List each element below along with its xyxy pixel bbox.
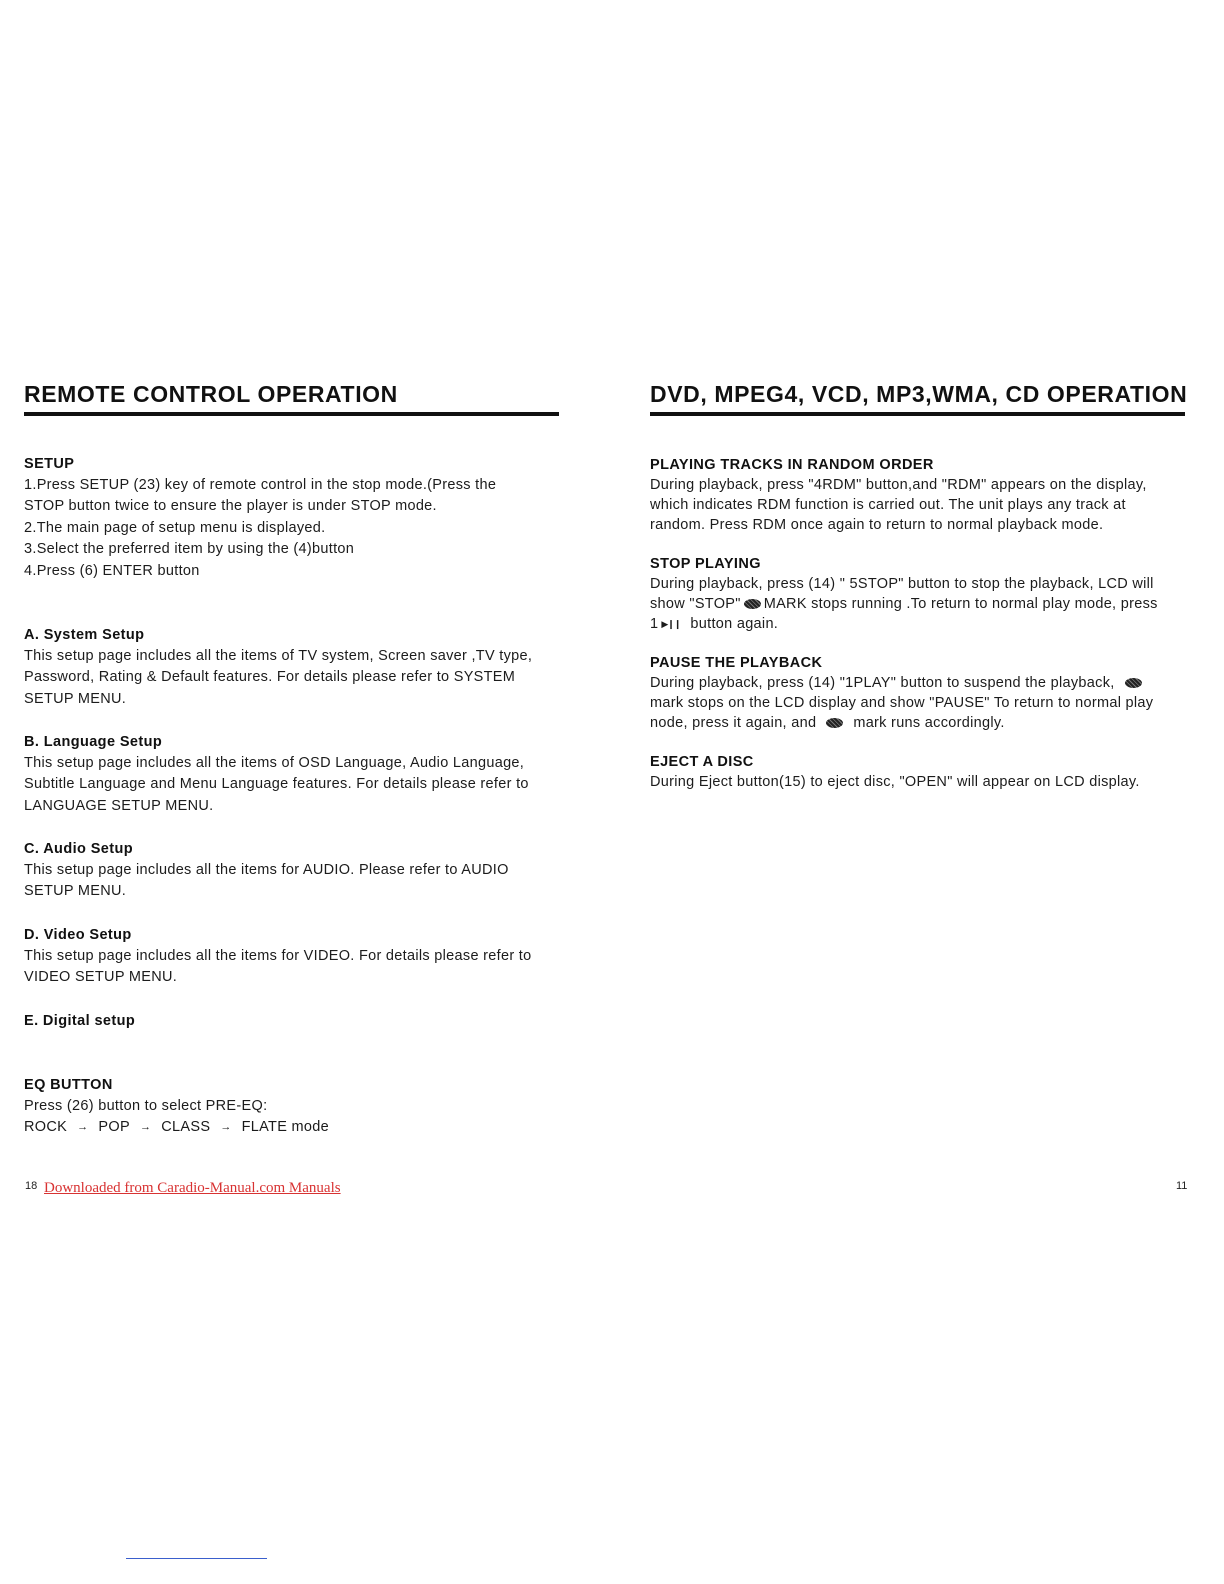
setup-step-1: 1.Press SETUP (23) key of remote control in the stop mode.(Press the xyxy=(24,477,497,493)
eq-mode-sequence xyxy=(24,1117,569,1139)
page-number-right: 11 xyxy=(1176,1180,1188,1192)
eq-mode-rock: ROCK xyxy=(24,1119,68,1136)
stop-playing-line-2 xyxy=(650,595,1195,615)
digital-setup-heading: E. Digital setup xyxy=(24,1013,136,1029)
disc-mark-icon xyxy=(1125,678,1142,688)
random-order-text: During playback, press "4RDM" button,and "RDM" appears on the display, which indicates RDM function is carried out. The unit plays any track at random. Press RDM once again to return to normal playback mode. xyxy=(650,477,1147,533)
digital-setup-section xyxy=(24,1011,569,1032)
left-page xyxy=(24,378,564,1136)
arrow-right-icon: → xyxy=(139,1121,152,1134)
system-setup-section xyxy=(24,625,569,710)
setup-step-2: 2.The main page of setup menu is displayed. xyxy=(24,519,326,536)
setup-section xyxy=(24,454,569,582)
pause-line-3-start: node, press it again, and xyxy=(650,714,817,731)
audio-setup-heading: C. Audio Setup xyxy=(24,841,133,857)
system-setup-text: This setup page includes all the items of TV system, Screen saver ,TV type, Password, Rating & Default features. For details please refer to SYSTEM SETUP MENU. xyxy=(24,648,533,707)
pause-section xyxy=(650,653,1195,733)
disc-mark-icon xyxy=(744,599,761,609)
setup-step-1-cont: STOP button twice to ensure the player is under STOP mode. xyxy=(24,498,437,515)
stop-line-2-end: MARK stops running .To return to normal play mode, press xyxy=(763,595,1158,612)
random-order-heading: PLAYING TRACKS IN RANDOM ORDER xyxy=(650,457,934,473)
language-setup-text: This setup page includes all the items of OSD Language, Audio Language, Subtitle Language and Menu Language features. For details please refer to LANGUAGE SETUP MENU. xyxy=(24,755,529,814)
setup-step-3: 3.Select the preferred item by using the (4)button xyxy=(24,541,355,558)
setup-heading: SETUP xyxy=(24,456,75,472)
arrow-right-icon: → xyxy=(220,1121,232,1134)
stop-line-3-end: button again. xyxy=(690,615,779,632)
pause-heading: PAUSE THE PLAYBACK xyxy=(650,655,823,671)
random-order-section xyxy=(650,455,1195,535)
right-page xyxy=(650,378,1190,790)
stop-playing-line-1: During playback, press (14) " 5STOP" button to stop the playback, LCD will xyxy=(650,576,1154,592)
title-underline xyxy=(650,412,1185,416)
eq-button-text: Press (26) button to select PRE-EQ: xyxy=(24,1098,268,1114)
pause-line-3 xyxy=(650,714,1195,734)
system-setup-heading: A. System Setup xyxy=(24,627,145,643)
page-title: DVD, MPEG4, VCD, MP3,WMA, CD OPERATION xyxy=(650,381,1188,407)
title-underline xyxy=(24,412,559,416)
pause-line-3-end: mark runs accordingly. xyxy=(853,714,1005,731)
eject-section xyxy=(650,752,1195,793)
pause-line-1 xyxy=(650,674,1195,694)
play-pause-icon: ▶❙❙ xyxy=(661,618,681,629)
stop-playing-line-3 xyxy=(650,615,1195,635)
eject-heading: EJECT A DISC xyxy=(650,754,754,770)
eq-button-heading: EQ BUTTON xyxy=(24,1077,113,1093)
stop-line-3-start: 1 xyxy=(650,615,659,632)
language-setup-heading: B. Language Setup xyxy=(24,734,163,750)
hyperlink-underline[interactable] xyxy=(126,1558,267,1559)
audio-setup-section xyxy=(24,839,569,903)
video-setup-heading: D. Video Setup xyxy=(24,927,132,943)
language-setup-section xyxy=(24,732,569,817)
setup-step-4: 4.Press (6) ENTER button xyxy=(24,562,200,579)
stop-playing-section xyxy=(650,554,1195,634)
audio-setup-text: This setup page includes all the items for AUDIO. Please refer to AUDIO SETUP MENU. xyxy=(24,862,509,900)
eq-mode-flate: FLATE mode xyxy=(241,1119,329,1136)
stop-line-2-start: show "STOP" xyxy=(650,595,741,612)
video-setup-section xyxy=(24,925,569,989)
pause-line-2: mark stops on the LCD display and show "PAUSE" To return to normal play xyxy=(650,694,1154,711)
video-setup-text: This setup page includes all the items for VIDEO. For details please refer to VIDEO SETUP MENU. xyxy=(24,948,532,986)
arrow-right-icon: → xyxy=(77,1121,89,1134)
disc-mark-icon xyxy=(826,718,843,728)
page-number-left: 18 xyxy=(25,1180,38,1192)
eject-text: During Eject button(15) to eject disc, "OPEN" will appear on LCD display. xyxy=(650,774,1140,790)
eq-mode-pop: POP xyxy=(98,1119,130,1136)
stop-playing-heading: STOP PLAYING xyxy=(650,556,761,572)
eq-button-section xyxy=(24,1075,569,1139)
pause-line-1-text: During playback, press (14) "1PLAY" button to suspend the playback, xyxy=(650,675,1115,691)
eq-mode-class: CLASS xyxy=(161,1119,211,1136)
download-source-link[interactable]: Downloaded from Caradio-Manual.com Manuals xyxy=(44,1180,341,1196)
page-title: REMOTE CONTROL OPERATION xyxy=(24,381,398,407)
